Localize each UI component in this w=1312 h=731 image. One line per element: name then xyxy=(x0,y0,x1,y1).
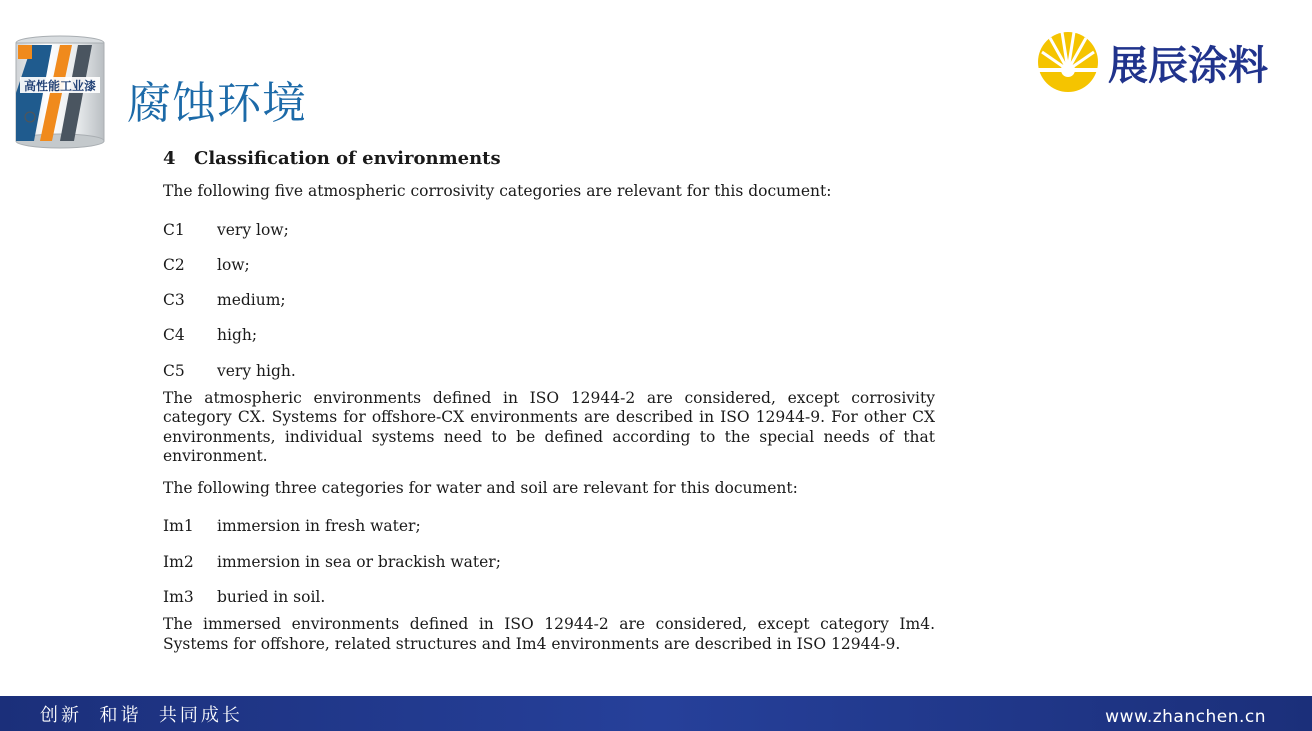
atmospheric-intro: The following five atmospheric corrosivity categories are relevant for this document: xyxy=(163,182,832,200)
footer-band xyxy=(0,696,1312,731)
category-desc: immersion in fresh water; xyxy=(217,517,421,536)
category-desc: low; xyxy=(217,255,250,274)
category-desc: medium; xyxy=(217,291,286,310)
category-desc: very low; xyxy=(217,220,289,239)
list-item xyxy=(163,213,935,248)
footer-website-link[interactable]: www.zhanchen.cn xyxy=(1105,707,1266,727)
category-desc: very high. xyxy=(217,361,296,380)
list-item xyxy=(163,283,935,318)
category-code: Im3 xyxy=(163,588,194,607)
category-desc: buried in soil. xyxy=(217,588,326,607)
brand-logo xyxy=(1036,30,1268,94)
product-label: 高性能工业漆 xyxy=(23,79,97,93)
list-item xyxy=(163,509,935,544)
category-desc: high; xyxy=(217,326,258,345)
document-body xyxy=(163,146,935,654)
category-code: C3 xyxy=(163,291,185,310)
category-desc: immersion in sea or brackish water; xyxy=(217,552,501,571)
water-soil-intro: The following three categories for water and soil are relevant for this document: xyxy=(163,478,798,497)
sun-logo-icon xyxy=(1036,30,1100,94)
list-item xyxy=(163,354,935,389)
slide-title: 腐蚀环境 xyxy=(127,78,307,129)
atmospheric-note: The atmospheric environments defined in ISO 12944-2 are considered, except corrosivity category CX. Systems for offshore-CX environments are described in ISO 12944-9. For other CX environments, individual systems need to be defined according to the special needs of that environment. xyxy=(163,388,935,466)
water-soil-note: The immersed environments defined in ISO 12944-2 are considered, except category Im4. Systems for offshore, related structures and Im4 environments are described in ISO 12944-9. xyxy=(163,615,935,653)
category-code: C5 xyxy=(163,361,185,380)
atmospheric-category-list xyxy=(163,213,935,389)
category-code: Im1 xyxy=(163,517,194,536)
list-item xyxy=(163,580,935,615)
category-code: C4 xyxy=(163,326,185,345)
section-number: 4 xyxy=(163,148,176,169)
brand-name: 展辰涂料 xyxy=(1108,42,1268,89)
category-code: C1 xyxy=(163,220,185,239)
footer-slogan: 创新 和谐 共同成长 xyxy=(40,705,243,726)
list-item xyxy=(163,318,935,353)
category-code: C2 xyxy=(163,255,185,274)
section-title: Classification of environments xyxy=(194,148,501,169)
list-item xyxy=(163,248,935,283)
section-heading xyxy=(163,146,935,172)
paint-can-image xyxy=(12,33,108,151)
water-soil-category-list xyxy=(163,509,935,615)
list-item xyxy=(163,545,935,580)
category-code: Im2 xyxy=(163,552,194,571)
